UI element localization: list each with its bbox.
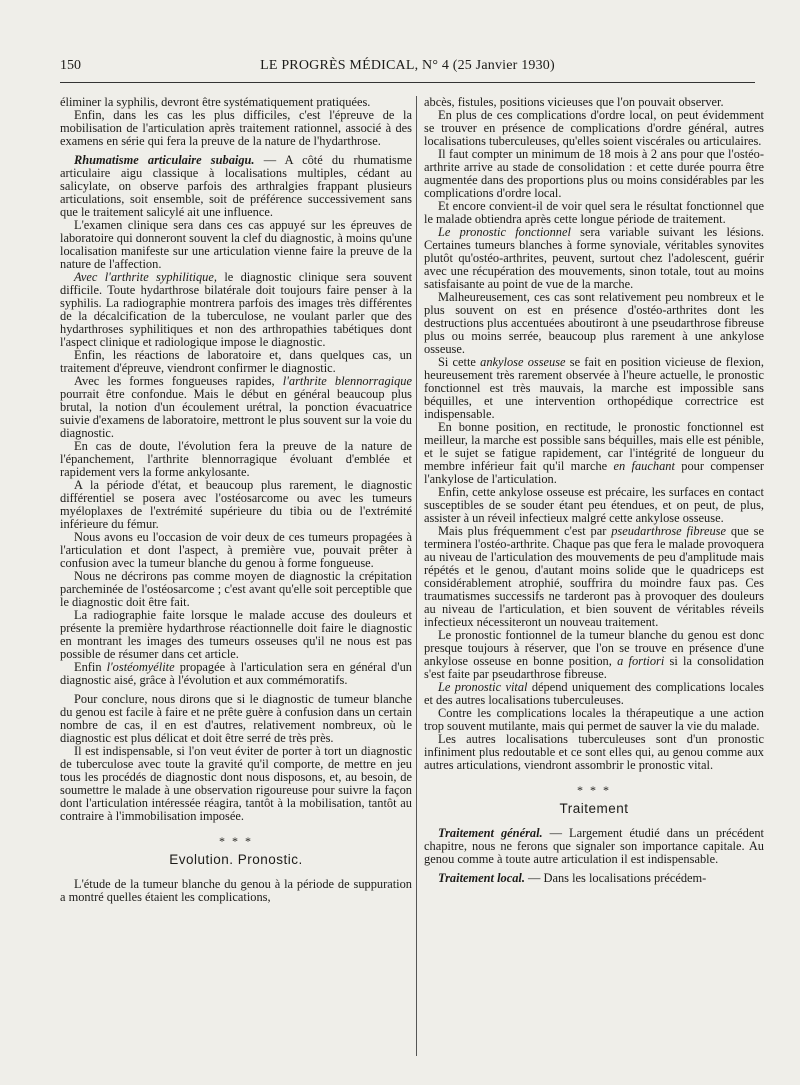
left-column bbox=[60, 96, 412, 904]
italic-term: en fauchant bbox=[613, 459, 675, 473]
paragraph: Nous avons eu l'occasion de voir deux de ces tumeurs propagées à l'articulation et dont l'aspect, à première vue, pouvait prêter à confusion avec la tumeur blanche du genou à forme fongueuse. bbox=[60, 530, 412, 570]
paragraph-text: se fait en position vicieuse de flexion, heureusement très rarement observée à l'heure actuelle, le pronostic fonctionnel est très mauvais, la marche est impossible sans béquilles, et une intervention orthopédique correctrice est indispensable. bbox=[424, 355, 764, 421]
paragraph-text: Avec les formes fongueuses rapides, bbox=[74, 374, 283, 388]
paragraph bbox=[60, 271, 412, 349]
paragraph: En plus de ces complications d'ordre local, on peut évidemment se trouver en présence de complications d'ordre général, autres localisations tuberculeuses, qu'elles soient viscérales ou articulaires. bbox=[424, 108, 764, 148]
paragraph-text: pour compenser l'ankylose de l'articulation. bbox=[424, 459, 765, 486]
paragraph-text: Enfin bbox=[74, 660, 107, 674]
paragraph: Les autres localisations tuberculeuses sont d'un pronostic infiniment plus redoutable et ce sont elles qui, au genou comme aux autres articulations, viendront assombrir le pronostic vital. bbox=[424, 732, 764, 772]
paragraph: En cas de doute, l'évolution fera la preuve de la nature de l'épanchement, l'arthrite blennorragique évoluant d'emblée et rapidement vers la forme ankylosante. bbox=[60, 439, 412, 479]
section-title: Evolution. Pronostic. bbox=[169, 852, 303, 867]
subheading: Rhumatisme articulaire subaigu. bbox=[74, 153, 255, 167]
paragraph bbox=[424, 421, 764, 486]
paragraph-text: — A côté du rhumatisme articulaire aigu classique à localisations multiples, cédant au salicylate, on observe parfois des arthralgies frappant plusieurs articulations, soit ensemble, soit de préférence successivement sans que le traitement salicylé ait une influence. bbox=[60, 153, 412, 219]
paragraph-text: que se terminera l'ostéo-arthrite. Chaque pas que fera le malade provoquera au niveau de l'articulation des mouvements de peu d'amplitude mais répétés et le genou, d'autant moins solide que le quadriceps est considérablement atrophié, souffrira du moindre faux pas. Ces traumatismes successifs ne tarderont pas à provoquer des douleurs au niveau de l'articulation, et bien souvent de véritables réveils infectieux nécessiteront un nouveau traitement. bbox=[424, 524, 764, 629]
italic-term: ankylose osseuse bbox=[480, 355, 566, 369]
paragraph-text: Mais plus fréquemment c'est par bbox=[438, 524, 612, 538]
paragraph: éliminer la syphilis, devront être systématiquement pratiquées. bbox=[60, 95, 371, 109]
paragraph-text: dépend uniquement des complications locales et des autres localisations tuberculeuses. bbox=[424, 680, 764, 707]
paragraph: Il faut compter un minimum de 18 mois à 2 ans pour que l'ostéo-arthrite arrive au stade de consolidation : et cette durée pourra être augmentée dans des proportions plus ou moins considérables par les complications d'ordre local. bbox=[424, 147, 764, 200]
paragraph-text: En bonne position, en rectitude, le pronostic fonctionnel est meilleur, la marche est possible sans béquilles, mais elle est pénible, et le sujet se fatigue rapidement, car l'intégrité de longueur du membre inférieur fait qu'il marche bbox=[424, 420, 764, 473]
paragraph bbox=[424, 681, 764, 707]
paragraph-text: Le pronostic fontionnel de la tumeur blanche du genou est donc presque toujours à réserver, que l'on se trouve en présence d'une ankylose osseuse en bonne position, bbox=[424, 628, 764, 668]
paragraph-text: Si cette bbox=[438, 355, 481, 369]
paragraph-text: le diagnostic clinique sera souvent difficile. Toute hydarthrose bilatérale doit toujours faire penser à la syphilis. La radiographie montrera parfois des images très différentes de la décalcification de la tuberculose, ne voulant parler que des hydarthroses syphilitiques et non des arthropathies tabétiques dont l'aspect clinique et radiologique impose le diagnostic. bbox=[60, 270, 413, 349]
paragraph: Malheureusement, ces cas sont relativement peu nombreux et le plus souvent on est en présence d'ostéo-arthrites dont les destructions plus accentuées aboutiront à une pseudarthrose fibreuse plus ou moins serrée, beaucoup plus rarement à une ankylose osseuse. bbox=[424, 290, 764, 356]
paragraph-text: sera variable suivant les lésions. Certaines tumeurs blanches à forme synoviale, véritables synovites plutôt qu'ostéo-arthrites, peuvent, surtout chez l'adolescent, guérir avec une récupération des mouvements, sinon totale, tout au moins satisfaisante au point de vue de la marche. bbox=[424, 225, 764, 291]
paragraph bbox=[60, 375, 412, 440]
section-ornament: * * * bbox=[219, 834, 253, 848]
paragraph: L'examen clinique sera dans ces cas appuyé sur les épreuves de laboratoire qui donneront souvent la clef du diagnostic, à moins qu'une localisation manifeste sur une articulation vienne faire la preuve de la nature de l'affection. bbox=[60, 218, 412, 271]
paragraph bbox=[424, 356, 764, 421]
paragraph: Contre les complications locales la thérapeutique a une action trop souvent mutilante, mais qui permet de sauver la vie du malade. bbox=[424, 706, 764, 733]
paragraph: Il est indispensable, si l'on veut éviter de porter à tort un diagnostic de tuberculose avec toute la gravité qu'il comporte, de mettre en jeu tous les procédés de diagnostic dont nous disposons, et, au besoin, de soumettre le malade à une observation rigoureuse pour suivre la façon dont l'articulation intéressée réagira, tantôt à la mobilisation, tantôt au contraire à l'immobilisation imposée. bbox=[60, 744, 412, 823]
section-title: Traitement bbox=[559, 801, 629, 816]
italic-term: l'ostéomyélite bbox=[106, 660, 175, 674]
paragraph: La radiographie faite lorsque le malade accuse des douleurs et présente la première hydarthrose réactionnelle doit faire le diagnostic en montrant les images des tumeurs osseuses qu'il ne nous est pas possible de résumer dans cet article. bbox=[60, 608, 412, 661]
italic-term: Le pronostic fonctionnel bbox=[438, 225, 571, 239]
paragraph: abcès, fistules, positions vicieuses que l'on pouvait observer. bbox=[424, 95, 724, 109]
page-number: 150 bbox=[60, 58, 81, 73]
paragraph-text: si la consolidation s'est faite par pseudarthrose fibreuse. bbox=[424, 654, 764, 681]
paragraph bbox=[60, 661, 412, 687]
italic-term: l'arthrite blennorragique bbox=[282, 374, 412, 388]
paragraph bbox=[424, 827, 764, 866]
paragraph bbox=[424, 872, 764, 885]
page-header bbox=[60, 58, 755, 80]
paragraph bbox=[60, 154, 412, 219]
paragraph: Pour conclure, nous dirons que si le diagnostic de tumeur blanche du genou est facile à faire et ne prête guère à confusion dans un certain nombre de cas, il en est d'autres, relativement nombreux, où le diagnostic est plus délicat et doit être serré de très près. bbox=[60, 692, 412, 745]
paragraph-text: — Dans les localisations précédem- bbox=[524, 871, 707, 885]
italic-term: Le pronostic vital bbox=[438, 680, 528, 694]
journal-title: LE PROGRÈS MÉDICAL, N° 4 (25 Janvier 1930) bbox=[260, 58, 555, 73]
paragraph: Et encore convient-il de voir quel sera le résultat fonctionnel que le malade obtiendra après cette longue période de traitement. bbox=[424, 199, 764, 226]
column-divider bbox=[416, 96, 417, 1056]
paragraph: L'étude de la tumeur blanche du genou à la période de suppuration a montré quelles étaient les complications, bbox=[60, 877, 412, 904]
paragraph: Enfin, cette ankylose osseuse est précaire, les surfaces en contact susceptibles de se souder étant peu étendues, et on peut, de plus, assister à un réveil infectieux malgré cette ankylose osseuse. bbox=[424, 485, 764, 525]
paragraph: Enfin, dans les cas les plus difficiles, c'est l'épreuve de la mobilisation de l'articulation après traitement rationnel, associé à des examens en série qui fera la preuve de la nature de l'hydarthrose. bbox=[60, 108, 412, 148]
header-rule bbox=[60, 82, 755, 83]
section-ornament: * * * bbox=[577, 783, 611, 797]
paragraph: Nous ne décrirons pas comme moyen de diagnostic la crépitation parcheminée de l'ostéosarcome ; c'est avant qu'elle soit perceptible que le diagnostic doit être fait. bbox=[60, 569, 412, 609]
paragraph-text: — Largement étudié dans un précédent chapitre, nous ne ferons que signaler son importance capitale. Au genou comme à toute autre articulation il est indispensable. bbox=[424, 826, 764, 866]
paragraph-text: pourrait être confondue. Mais le début en général beaucoup plus brutal, la notion d'un écoulement urétral, la ponction évacuatrice suivie d'examens de laboratoire, mettront le plus souvent sur la voie du diagnostic. bbox=[60, 387, 412, 440]
italic-term: Avec l'arthrite syphilitique, bbox=[74, 270, 217, 284]
right-column bbox=[424, 96, 764, 885]
italic-term: pseudarthrose fibreuse bbox=[611, 524, 726, 538]
italic-term: a fortiori bbox=[617, 654, 665, 668]
paragraph: A la période d'état, et beaucoup plus rarement, le diagnostic différentiel se posera avec l'ostéosarcome ou avec les tumeurs myéloplaxes de l'extrémité supérieure du tibia ou de l'extrémité inférieure du fémur. bbox=[60, 478, 412, 531]
paragraph-text: propagée à l'articulation sera en général d'un diagnostic aisé, grâce à l'évolution et aux commémoratifs. bbox=[60, 660, 412, 687]
paragraph: Enfin, les réactions de laboratoire et, dans quelques cas, un traitement d'épreuve, viendront confirmer le diagnostic. bbox=[60, 348, 412, 375]
subheading: Traitement général. bbox=[438, 826, 543, 840]
subheading: Traitement local. bbox=[438, 871, 525, 885]
paragraph bbox=[424, 629, 764, 681]
paragraph bbox=[424, 525, 764, 629]
paragraph bbox=[424, 226, 764, 291]
